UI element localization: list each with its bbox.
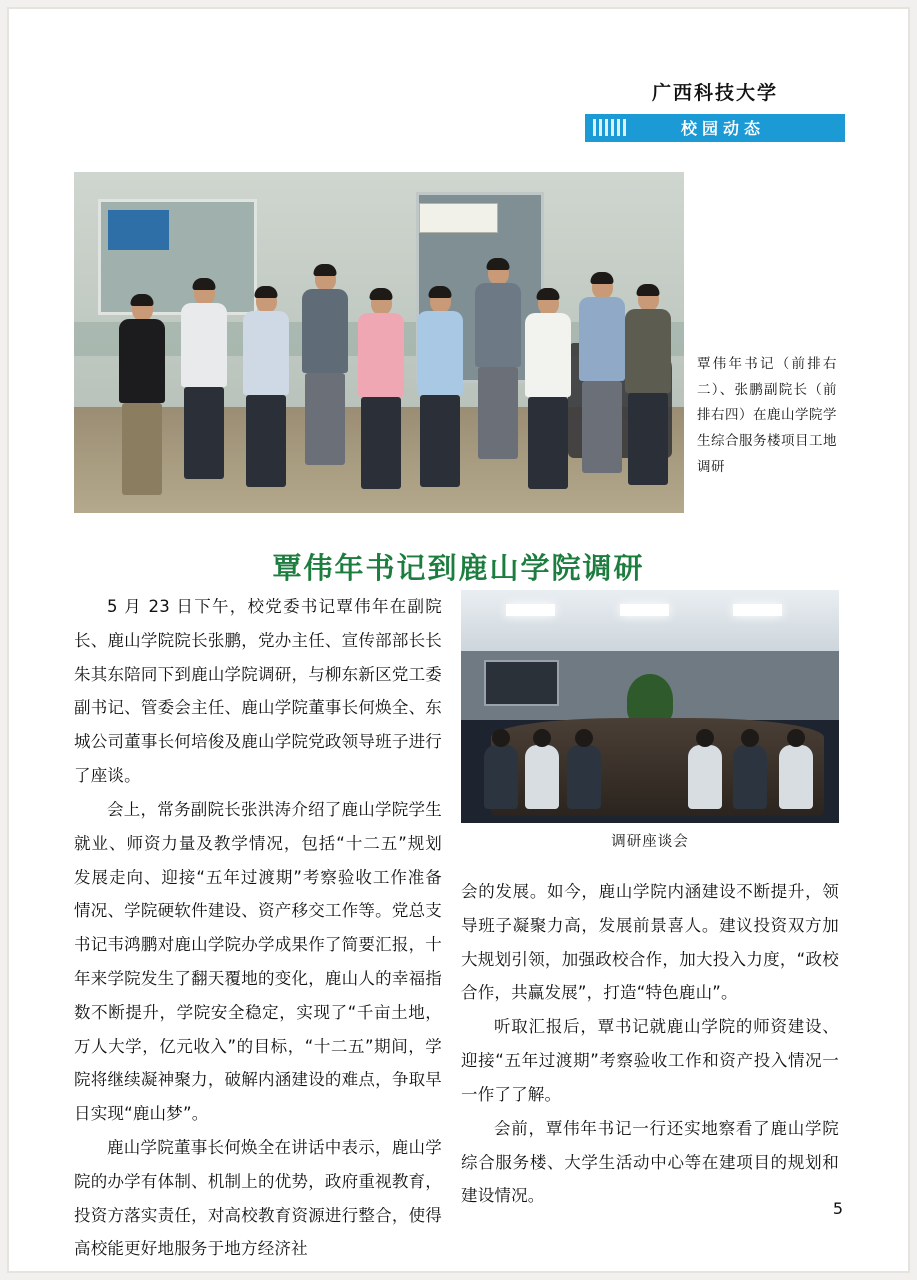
article-left-column xyxy=(74,590,442,1266)
photo-blue-notice-board xyxy=(108,210,169,251)
paragraph: 鹿山学院董事长何焕全在讲话中表示，鹿山学院的办学有体制、机制上的优势，政府重视教育，投资方落实责任，对高校教育资源进行整合，使得高校能更好地服务于地方经济社 xyxy=(74,1138,442,1259)
photo-people-row xyxy=(74,247,684,513)
photo-wall-screen xyxy=(484,660,560,707)
photo-seated-person xyxy=(567,745,601,809)
section-label: 校园动态 xyxy=(680,119,765,139)
banner-stripes-icon xyxy=(585,114,631,142)
photo-group-inspection xyxy=(74,172,684,513)
photo-seated-person xyxy=(733,745,767,809)
page-header xyxy=(585,82,845,142)
photo-seated-person xyxy=(779,745,813,809)
photo-ceiling xyxy=(461,590,839,651)
photo-seated-person xyxy=(525,745,559,809)
photo-white-sign xyxy=(419,203,498,234)
article-title: 覃伟年书记到鹿山学院调研 xyxy=(272,551,645,586)
photo-ceiling-light xyxy=(620,604,669,616)
photo-meeting-room xyxy=(461,590,839,823)
inner-photo-caption: 调研座谈会 xyxy=(611,834,689,850)
paragraph: 会前，覃伟年书记一行还实地察看了鹿山学院综合服务楼、大学生活动中心等在建项目的规划和建设情况。 xyxy=(461,1118,839,1206)
article-right-column xyxy=(461,875,839,1213)
photo-seated-person xyxy=(484,745,518,809)
section-banner xyxy=(585,114,845,142)
photo-seated-person xyxy=(688,745,722,809)
paragraph: 会上，常务副院长张洪涛介绍了鹿山学院学生就业、师资力量及教学情况，包括“十二五”规划发展走向、迎接“五年过渡期”考察验收工作准备情况、学院硬软件建设、资产移交工作等。党总支书记韦鸿鹏对鹿山学院办学成果作了简要汇报，十年来学院发生了翻天覆地的变化，鹿山人的幸福指数不断提升，学院安全稳定，实现了“千亩土地，万人大学，亿元收入”的目标，“十二五”期间，学院将继续凝神聚力，破解内涵建设的难点，争取早日实现“鹿山梦”。 xyxy=(74,799,442,1124)
photo-ceiling-light xyxy=(506,604,555,616)
paragraph: 听取汇报后，覃书记就鹿山学院的师资建设、迎接“五年过渡期”考察验收工作和资产投入情况一一作了了解。 xyxy=(461,1017,839,1104)
paragraph: 会的发展。如今，鹿山学院内涵建设不断提升，领导班子凝聚力高，发展前景喜人。建议投资双方加大规划引领，加强政校合作，加大投入力度，“政校合作，共赢发展”，打造“特色鹿山”。 xyxy=(461,882,839,1003)
paragraph: 5 月 23 日下午，校党委书记覃伟年在副院长、鹿山学院院长张鹏，党办主任、宣传部部长长朱其东陪同下到鹿山学院调研，与柳东新区党工委副书记、管委会主任、鹿山学院董事长何焕全、东城公司董事长何培俊及鹿山学院党政领导班子进行了座谈。 xyxy=(74,597,442,786)
page-number: 5 xyxy=(832,1199,843,1218)
university-name: 广西科技大学 xyxy=(651,82,778,104)
photo-ceiling-light xyxy=(733,604,782,616)
top-photo-caption: 覃伟年书记（前排右二）、张鹏副院长（前排右四）在鹿山学院学生综合服务楼项目工地调研 xyxy=(697,356,837,475)
